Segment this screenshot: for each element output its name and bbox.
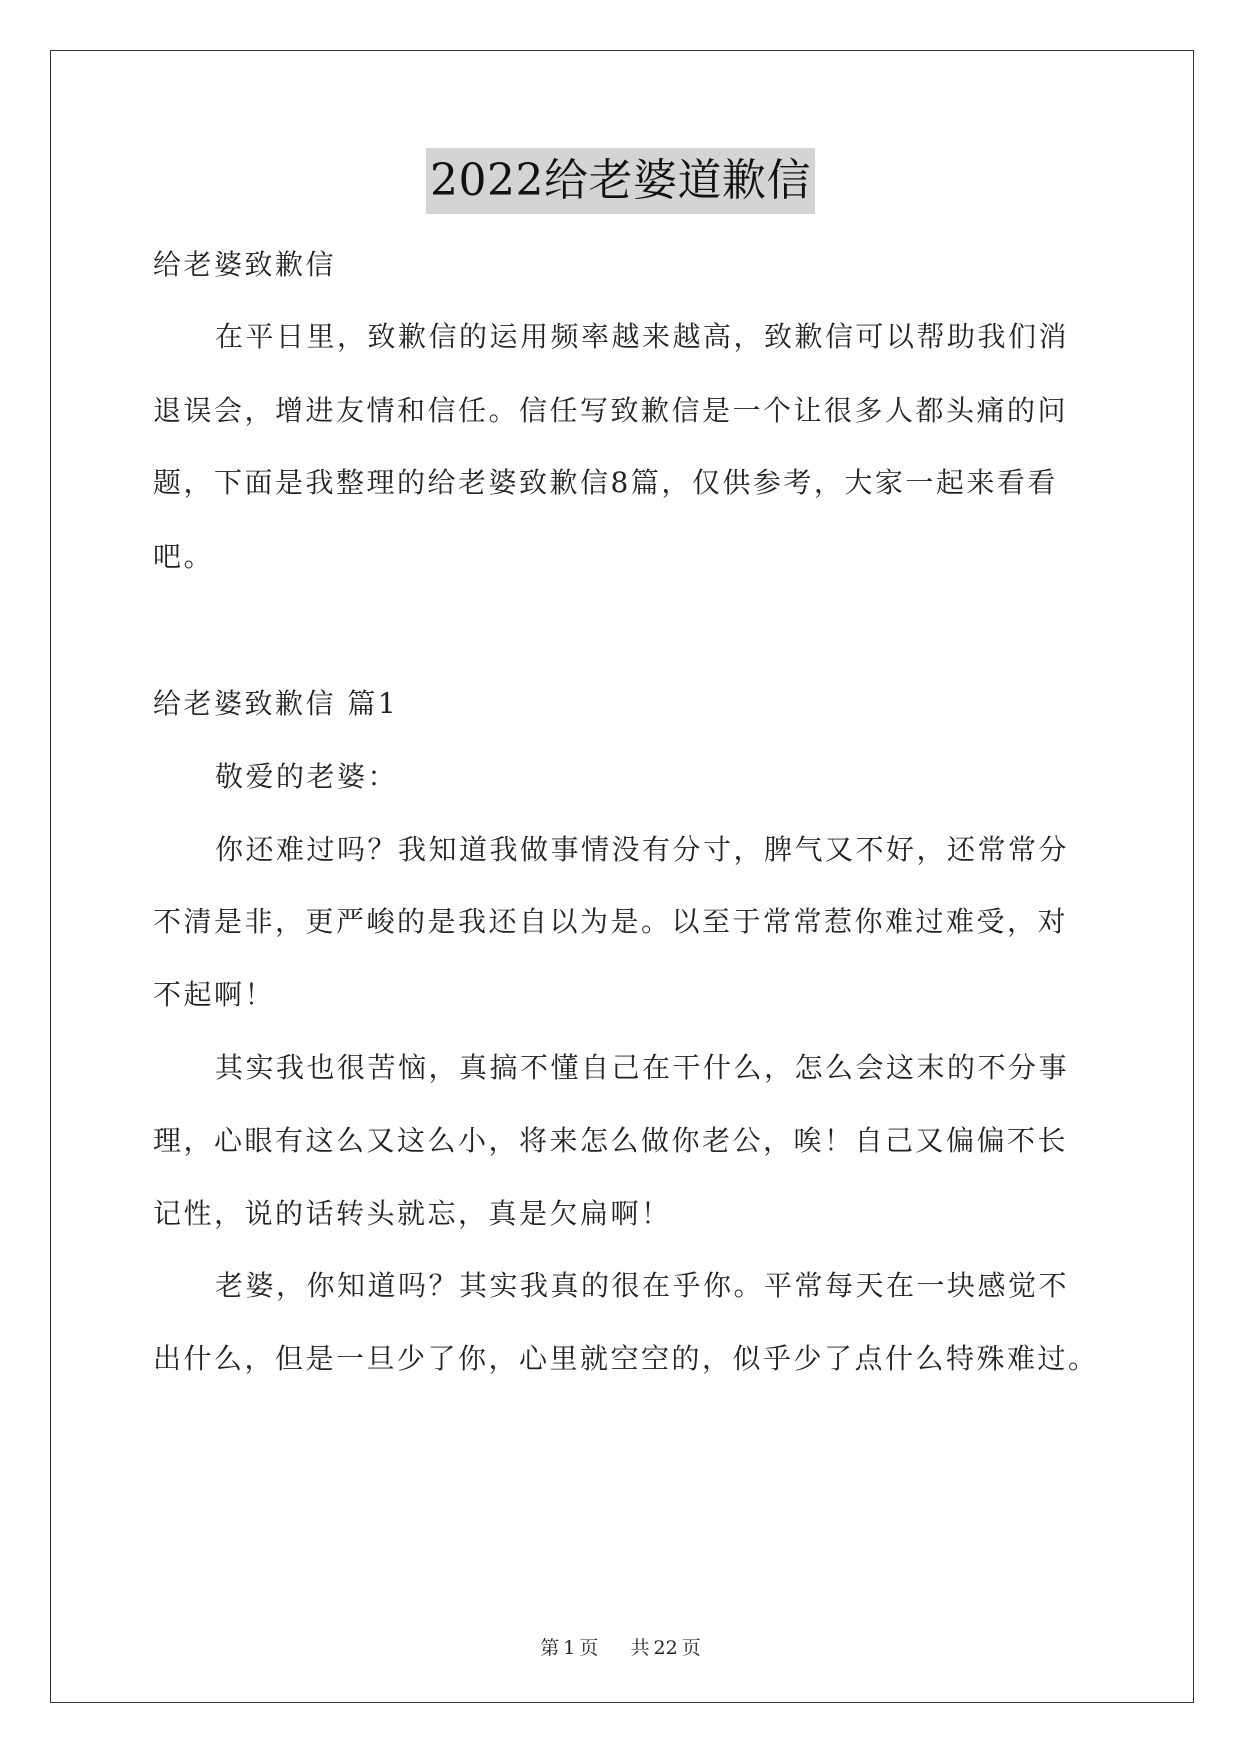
paragraph-line: 你还难过吗？我知道我做事情没有分寸，脾气又不好，还常常分: [215, 833, 1070, 866]
paragraph-line: 不起啊！: [153, 978, 276, 1011]
page-total: [629, 1637, 703, 1659]
salutation: 敬爱的老婆：: [215, 760, 399, 793]
title-container: [0, 148, 1241, 214]
total-label-post: 页: [681, 1637, 701, 1659]
page-label-pre: 第: [540, 1637, 560, 1659]
page-footer: [0, 1633, 1241, 1660]
paragraph-line: 老婆，你知道吗？其实我真的很在乎你。平常每天在一块感觉不: [215, 1269, 1070, 1302]
document-title: 2022给老婆道歉信: [426, 148, 815, 214]
total-count: 22: [653, 1637, 678, 1659]
section-heading: 给老婆致歉信 篇1: [153, 687, 399, 720]
page-number: [538, 1637, 600, 1659]
paragraph-line: 吧。: [153, 540, 215, 573]
page-label-mid: 页: [579, 1637, 599, 1659]
paragraph-line: 不清是非，更严峻的是我还自以为是。以至于常常惹你难过难受，对: [153, 905, 1069, 938]
paragraph-line: 退误会，增进友情和信任。信任写致歉信是一个让很多人都头痛的问: [153, 394, 1069, 427]
paragraph-line: 其实我也很苦恼，真搞不懂自己在干什么，怎么会这末的不分事: [215, 1051, 1070, 1084]
paragraph-line: 出什么，但是一旦少了你，心里就空空的，似乎少了点什么特殊难过。: [153, 1342, 1099, 1375]
paragraph-line: 题，下面是我整理的给老婆致歉信8篇，仅供参考，大家一起来看看: [153, 466, 1058, 499]
page-current: 1: [563, 1637, 576, 1659]
total-label-pre: 共: [630, 1637, 650, 1659]
section-heading: 给老婆致歉信: [153, 248, 337, 281]
paragraph-line: 理，心眼有这么又这么小，将来怎么做你老公，唉！自己又偏偏不长: [153, 1124, 1069, 1157]
paragraph-line: 记性，说的话转头就忘，真是欠扁啊！: [153, 1197, 672, 1230]
page-border: [50, 50, 1194, 1703]
paragraph-line: 在平日里，致歉信的运用频率越来越高，致歉信可以帮助我们消: [215, 320, 1070, 353]
